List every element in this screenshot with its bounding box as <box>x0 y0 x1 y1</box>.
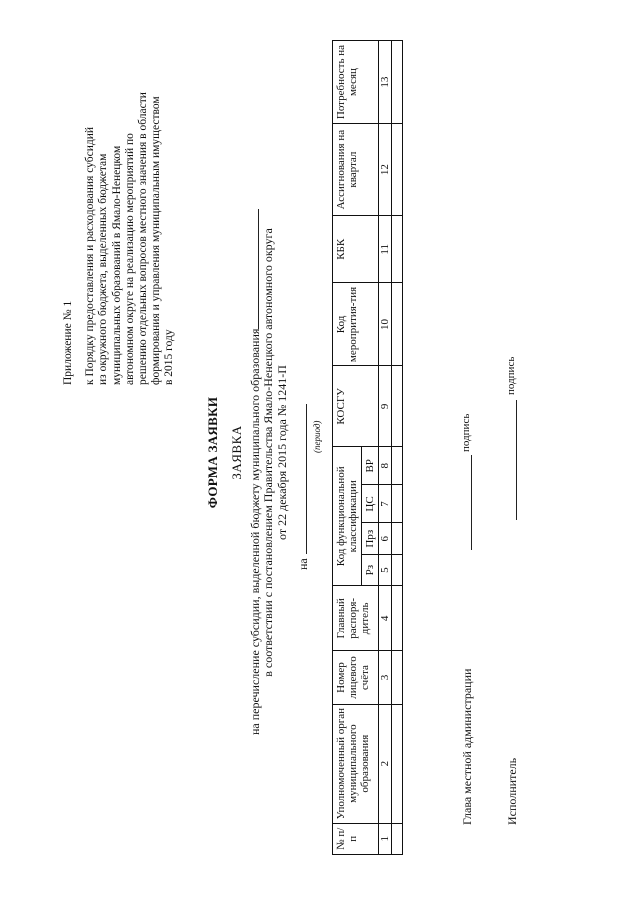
appendix-line: муниципальных образований в Ямало-Ненецком <box>110 145 123 385</box>
table-cell <box>392 523 403 554</box>
executor-signature-label: Исполнитель <box>505 757 519 825</box>
col-account-header: Номер лицевого счёта <box>333 651 379 704</box>
request-line-3: от 22 декабря 2015 года № 1241-П <box>275 365 289 540</box>
request-line-2: в соответствии с постановлением Правительства Ямало-Ненецкого автономного округа <box>261 228 275 677</box>
period-blank <box>295 404 307 554</box>
column-number: 13 <box>379 41 392 124</box>
on-label: на <box>296 558 310 570</box>
table-cell <box>392 41 403 124</box>
col-month-header: Потребность на месяц <box>333 41 379 124</box>
col-vr-header: ВР <box>362 447 379 485</box>
col-org-header: Уполномоченный орган муниципального образования <box>333 704 379 823</box>
column-number: 7 <box>379 485 392 523</box>
table-cell <box>392 447 403 485</box>
table-cell <box>392 216 403 283</box>
column-number: 5 <box>379 554 392 585</box>
table-cell <box>392 554 403 585</box>
request-period-line <box>295 404 311 570</box>
table-cell <box>392 485 403 523</box>
period-caption: (период) <box>312 420 322 453</box>
executor-signature-line <box>515 400 517 520</box>
column-number: 6 <box>379 523 392 554</box>
head-signature-caption: подпись <box>460 413 472 452</box>
col-cs-header: ЦС <box>362 485 379 523</box>
column-number: 2 <box>379 704 392 823</box>
col-quarter-header: Ассигнования на квартал <box>333 124 379 216</box>
col-prz-header: Прз <box>362 523 379 554</box>
form-title: ФОРМА ЗАЯВКИ <box>205 396 220 509</box>
column-number: 12 <box>379 124 392 216</box>
column-number: 9 <box>379 366 392 447</box>
table-cell <box>392 283 403 366</box>
column-number: 1 <box>379 823 392 854</box>
request-table <box>332 40 403 855</box>
appendix-line: к Порядку предоставления и расходования субсидий <box>84 126 97 385</box>
col-rz-header: Рз <box>362 554 379 585</box>
col-kbk-header: КБК <box>333 216 379 283</box>
request-heading: ЗАЯВКА <box>229 425 244 480</box>
column-number: 10 <box>379 283 392 366</box>
column-number-row <box>379 41 392 855</box>
col-func-code-header: Код функциональной классификации <box>333 447 362 586</box>
appendix-line: из окружного бюджета, выделенных бюджетам <box>97 153 110 385</box>
column-number: 11 <box>379 216 392 283</box>
col-manager-header: Главный распоря-дитель <box>333 586 379 651</box>
col-kosgu-header: КОСГУ <box>333 366 379 447</box>
appendix-block <box>62 25 177 385</box>
table-cell <box>392 586 403 651</box>
table-cell <box>392 124 403 216</box>
head-signature-label: Глава местной администрации <box>460 668 474 825</box>
col-num-header: № п/п <box>333 823 379 854</box>
appendix-line: формирования и управления муниципальным имуществом <box>150 96 163 385</box>
header-row <box>333 41 362 855</box>
appendix-number: Приложение № 1 <box>62 300 74 385</box>
table-cell <box>392 704 403 823</box>
column-number: 3 <box>379 651 392 704</box>
column-number: 4 <box>379 586 392 651</box>
table-cell <box>392 823 403 854</box>
table-cell <box>392 366 403 447</box>
col-event-code-header: Код меропрития-тия <box>333 283 379 366</box>
head-signature-line <box>470 455 472 550</box>
column-number: 8 <box>379 447 392 485</box>
appendix-line: решению отдельных вопросов местного значения в области <box>137 92 150 385</box>
appendix-line: автономном округе на реализацию мероприятий по <box>123 133 136 385</box>
request-line-1-text: на перечисление субсидии, выделенной бюджету муниципального образования <box>248 328 262 735</box>
executor-signature-caption: подпись <box>505 356 517 395</box>
municipality-blank <box>247 209 259 329</box>
table-cell <box>392 651 403 704</box>
table-row <box>392 41 403 855</box>
appendix-line: в 2015 году <box>163 329 176 385</box>
